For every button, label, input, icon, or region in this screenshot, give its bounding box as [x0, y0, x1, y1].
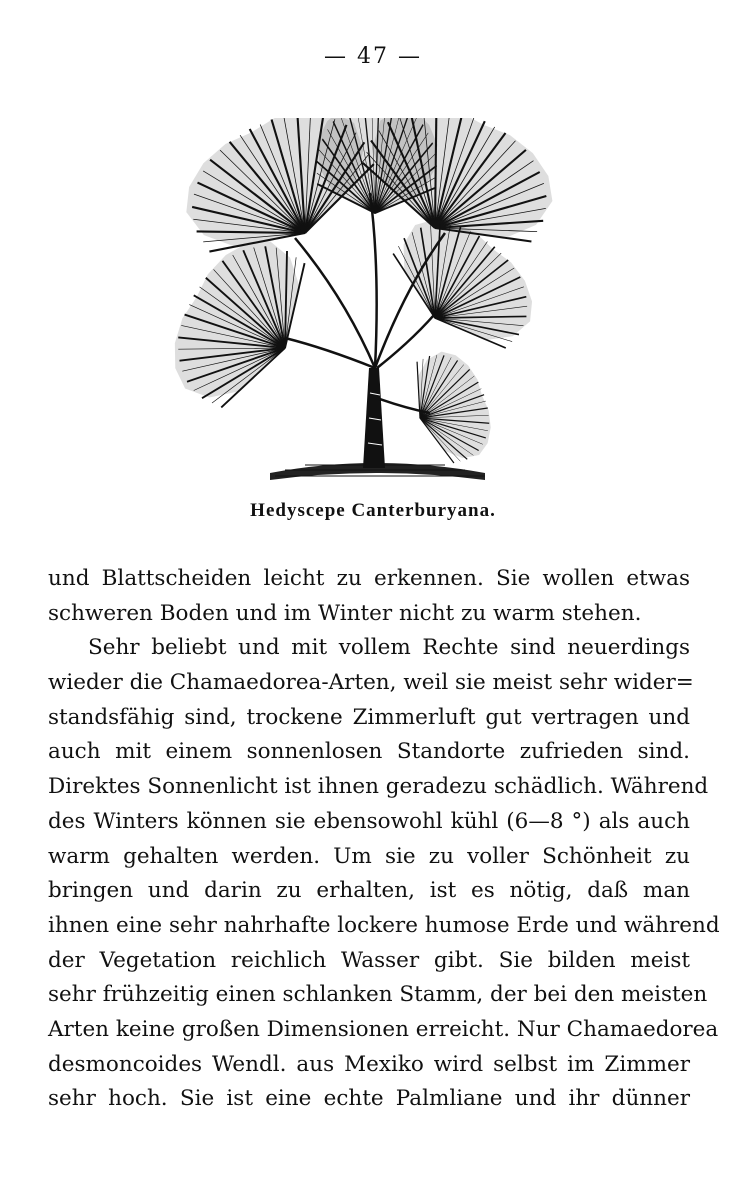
- text-line: des Winters können sie ebensowohl kühl (6—8 °) als auch: [48, 808, 690, 834]
- body-text: [48, 562, 720, 1117]
- figure-caption: Hedyscepe Canterburyana.: [250, 500, 496, 521]
- text-line: auch mit einem sonnenlosen Standorte zufrieden sind.: [48, 739, 690, 765]
- text-line: schweren Boden und im Winter nicht zu warm stehen.: [48, 600, 642, 626]
- page-number: — 47 —: [324, 44, 422, 69]
- text-line: Sehr beliebt und mit vollem Rechte sind neuerdings: [88, 635, 690, 661]
- text-line: desmoncoides Wendl. aus Mexiko wird selbst im Zimmer: [48, 1051, 690, 1077]
- text-line: und Blattscheiden leicht zu erkennen. Sie wollen etwas: [48, 566, 690, 591]
- text-line: warm gehalten werden. Um sie zu voller Schönheit zu: [48, 843, 690, 869]
- text-line: bringen und darin zu erhalten, ist es nötig, daß man: [48, 878, 690, 904]
- text-line: standsfähig sind, trockene Zimmerluft gut vertragen und: [48, 704, 690, 730]
- text-line: sehr hoch. Sie ist eine echte Palmliane und ihr dünner: [48, 1086, 690, 1112]
- palm-illustration: [165, 118, 585, 493]
- text-line: der Vegetation reichlich Wasser gibt. Sie bilden meist: [48, 947, 690, 973]
- text-line: Arten keine großen Dimensionen erreicht. Nur Chamaedorea: [48, 1016, 719, 1042]
- text-line: sehr frühzeitig einen schlanken Stamm, der bei den meisten: [48, 982, 708, 1008]
- text-line: ihnen eine sehr nahrhafte lockere humose Erde und während: [48, 912, 720, 938]
- text-line: Direktes Sonnenlicht ist ihnen geradezu schädlich. Während: [48, 774, 709, 800]
- text-line: wieder die Chamaedorea-Arten, weil sie meist sehr wider=: [48, 670, 694, 696]
